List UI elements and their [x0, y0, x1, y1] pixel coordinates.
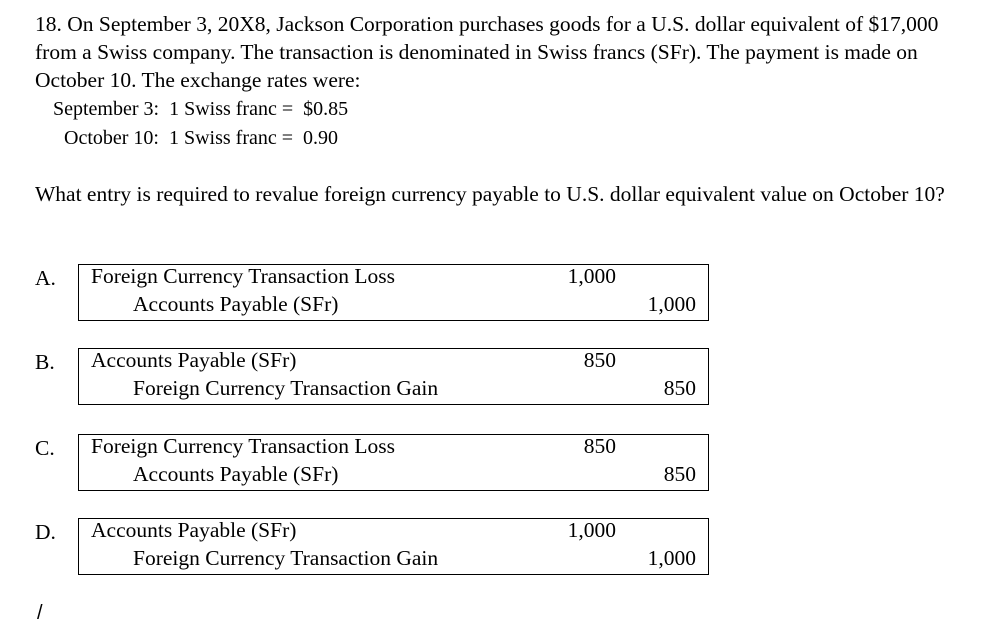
exchange-rate-september: September 3: 1 Swiss franc = $0.85	[53, 98, 349, 120]
debit-account: Foreign Currency Transaction Loss	[91, 434, 395, 458]
debit-account: Foreign Currency Transaction Loss	[91, 264, 395, 288]
debit-amount: 1,000	[567, 264, 616, 288]
option-a-entry[interactable]	[78, 264, 709, 321]
credit-amount: 1,000	[647, 546, 696, 570]
option-d-entry[interactable]	[78, 518, 709, 575]
debit-amount: 850	[583, 348, 616, 372]
option-c-entry[interactable]	[78, 434, 709, 491]
credit-account: Accounts Payable (SFr)	[133, 292, 339, 316]
debit-amount: 1,000	[567, 518, 616, 542]
credit-account: Accounts Payable (SFr)	[133, 462, 339, 486]
credit-account: Foreign Currency Transaction Gain	[133, 546, 439, 570]
option-b-letter[interactable]: B.	[35, 350, 55, 374]
text-cursor-mark: /	[37, 602, 43, 624]
debit-account: Accounts Payable (SFr)	[91, 348, 297, 372]
exchange-rate-october: October 10: 1 Swiss franc = 0.90	[64, 127, 339, 149]
option-a-letter[interactable]: A.	[35, 266, 56, 290]
option-d-letter[interactable]: D.	[35, 520, 56, 544]
credit-amount: 1,000	[647, 292, 696, 316]
debit-amount: 850	[583, 434, 616, 458]
credit-account: Foreign Currency Transaction Gain	[133, 376, 439, 400]
debit-account: Accounts Payable (SFr)	[91, 518, 297, 542]
credit-amount: 850	[663, 462, 696, 486]
option-c-letter[interactable]: C.	[35, 436, 55, 460]
option-b-entry[interactable]	[78, 348, 709, 405]
question-stem: 18. On September 3, 20X8, Jackson Corporation purchases goods for a U.S. dollar equivalent of $17,000 from a Swiss company. The transaction is denominated in Swiss francs (SFr). The payment is made on October 10. The exchange rates were:	[35, 12, 939, 92]
credit-amount: 850	[663, 376, 696, 400]
question-prompt: What entry is required to revalue foreign currency payable to U.S. dollar equivalent value on October 10?	[35, 182, 945, 206]
